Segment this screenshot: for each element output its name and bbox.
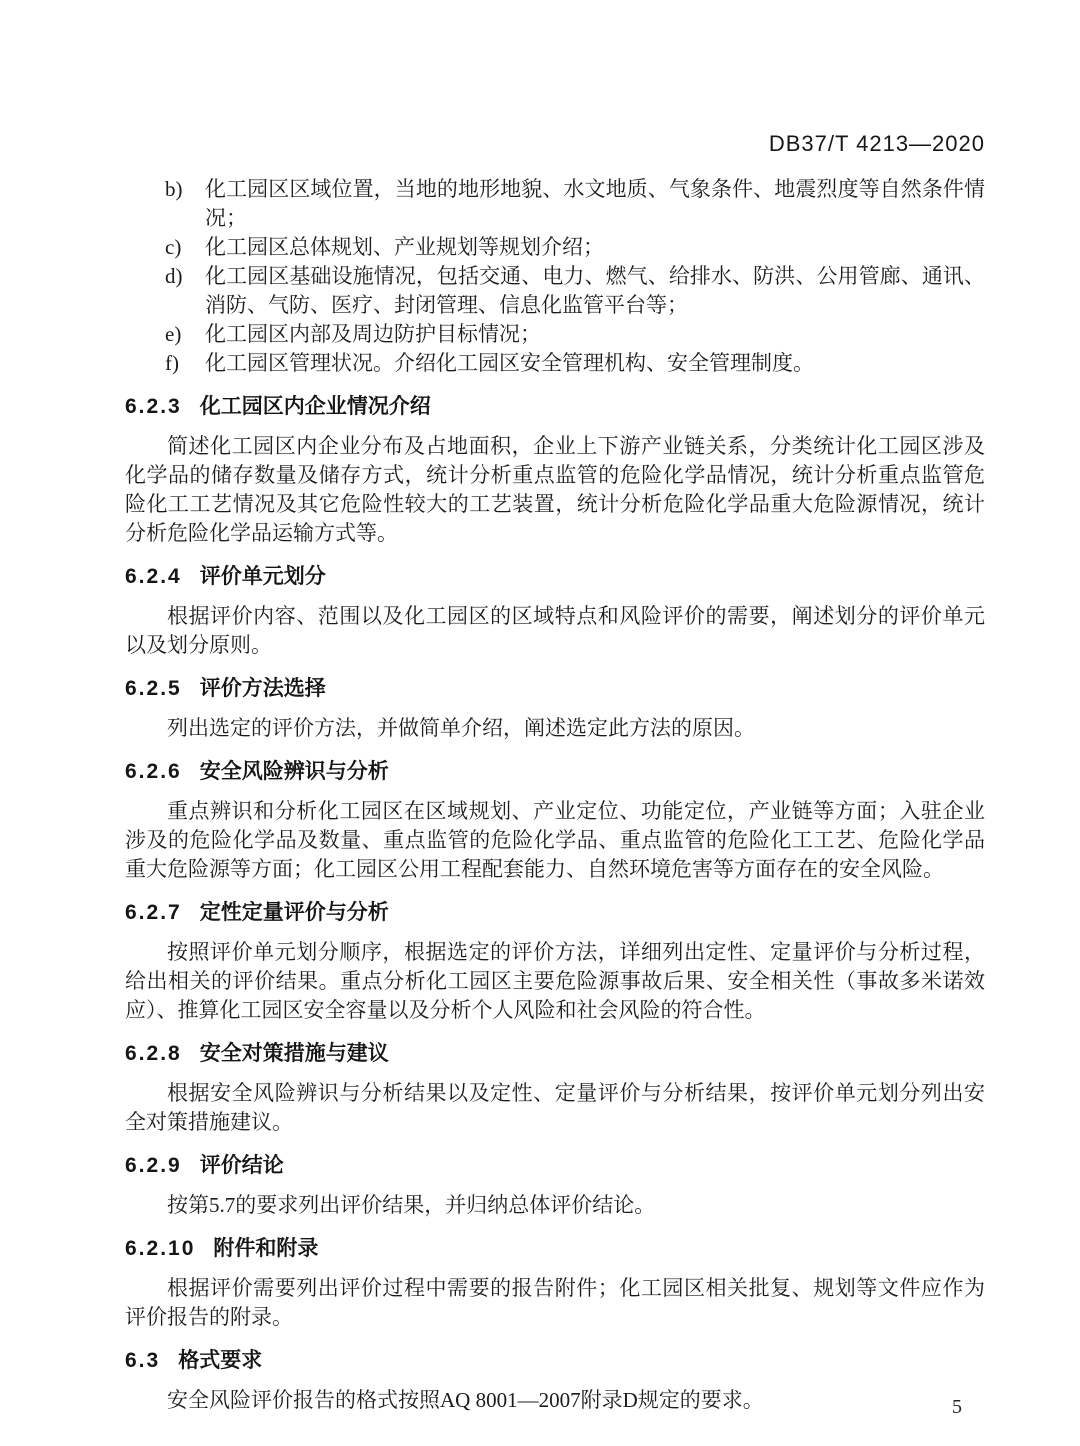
section-heading — [125, 394, 985, 420]
section-paragraph: 安全风险评价报告的格式按照AQ 8001—2007附录D规定的要求。 — [167, 1388, 764, 1412]
list-item-text: 化工园区基础设施情况，包括交通、电力、燃气、给排水、防洪、公用管廊、通讯、消防、气防、医疗、封闭管理、信息化监管平台等； — [205, 264, 985, 317]
list-item-marker: e) — [165, 322, 182, 346]
section-heading — [125, 1153, 985, 1179]
section-6-2-7 — [125, 900, 985, 1025]
section-title: 定性定量评价与分析 — [199, 901, 389, 924]
section-title: 评价单元划分 — [199, 565, 326, 588]
section-title: 附件和附录 — [213, 1237, 319, 1260]
section-number: 6.2.7 — [125, 901, 182, 924]
section-heading — [125, 1041, 985, 1067]
document-content — [125, 131, 985, 1415]
section-6-2-10 — [125, 1236, 985, 1332]
section-title: 安全对策措施与建议 — [199, 1042, 389, 1065]
section-paragraph: 根据安全风险辨识与分析结果以及定性、定量评价与分析结果，按评价单元划分列出安全对策措施建议。 — [125, 1081, 985, 1134]
section-6-3 — [125, 1348, 985, 1415]
section-6-2-6 — [125, 759, 985, 884]
list-item — [125, 320, 985, 349]
section-title: 评价结论 — [199, 1154, 284, 1177]
section-heading — [125, 900, 985, 926]
section-paragraph: 重点辨识和分析化工园区在区域规划、产业定位、功能定位，产业链等方面；入驻企业涉及的危险化学品及数量、重点监管的危险化学品、重点监管的危险化工工艺、危险化学品重大危险源等方面；化工园区公用工程配套能力、自然环境危害等方面存在的安全风险。 — [125, 799, 985, 881]
page-number: 5 — [952, 1396, 962, 1418]
section-number: 6.2.10 — [125, 1237, 196, 1260]
list-item-text: 化工园区内部及周边防护目标情况； — [205, 322, 541, 346]
standard-code: DB37/T 4213—2020 — [768, 131, 985, 156]
section-heading — [125, 759, 985, 785]
list-item-text: 化工园区区域位置，当地的地形地貌、水文地质、气象条件、地震烈度等自然条件情况； — [205, 177, 985, 230]
section-paragraph: 按照评价单元划分顺序，根据选定的评价方法，详细列出定性、定量评价与分析过程，给出相关的评价结果。重点分析化工园区主要危险源事故后果、安全相关性（事故多米诺效应）、推算化工园区安全容量以及分析个人风险和社会风险的符合性。 — [125, 940, 985, 1022]
section-title: 化工园区内企业情况介绍 — [199, 395, 431, 418]
section-paragraph: 按第5.7的要求列出评价结果，并归纳总体评价结论。 — [167, 1193, 656, 1217]
list-item — [125, 262, 985, 320]
clause-list — [125, 175, 985, 378]
list-item-text: 化工园区管理状况。介绍化工园区安全管理机构、安全管理制度。 — [205, 351, 814, 375]
section-6-2-9 — [125, 1153, 985, 1220]
section-6-2-4 — [125, 564, 985, 660]
section-paragraph: 根据评价需要列出评价过程中需要的报告附件；化工园区相关批复、规划等文件应作为评价报告的附录。 — [125, 1276, 985, 1329]
section-number: 6.2.5 — [125, 677, 182, 700]
section-number: 6.3 — [125, 1349, 161, 1372]
section-6-2-5 — [125, 676, 985, 743]
section-number: 6.2.6 — [125, 760, 182, 783]
section-heading — [125, 564, 985, 590]
section-heading — [125, 1348, 985, 1374]
section-6-2-3 — [125, 394, 985, 548]
section-title: 安全风险辨识与分析 — [199, 760, 389, 783]
section-number: 6.2.8 — [125, 1042, 182, 1065]
section-paragraph: 列出选定的评价方法，并做简单介绍，阐述选定此方法的原因。 — [167, 716, 755, 740]
list-item-marker: f) — [165, 351, 179, 375]
list-item-marker: b) — [165, 177, 183, 201]
section-heading — [125, 676, 985, 702]
list-item-marker: d) — [165, 264, 183, 288]
section-number: 6.2.4 — [125, 565, 182, 588]
list-item-marker: c) — [165, 235, 182, 259]
section-number: 6.2.9 — [125, 1154, 182, 1177]
section-number: 6.2.3 — [125, 395, 182, 418]
list-item-text: 化工园区总体规划、产业规划等规划介绍； — [205, 235, 604, 259]
section-title: 格式要求 — [178, 1349, 263, 1372]
list-item — [125, 233, 985, 262]
section-heading — [125, 1236, 985, 1262]
section-6-2-8 — [125, 1041, 985, 1137]
section-title: 评价方法选择 — [199, 677, 326, 700]
list-item — [125, 349, 985, 378]
section-paragraph: 根据评价内容、范围以及化工园区的区域特点和风险评价的需要，阐述划分的评价单元以及划分原则。 — [125, 604, 985, 657]
running-header — [125, 131, 985, 157]
list-item — [125, 175, 985, 233]
section-paragraph: 简述化工园区内企业分布及占地面积，企业上下游产业链关系，分类统计化工园区涉及化学品的储存数量及储存方式，统计分析重点监管的危险化学品情况，统计分析重点监管危险化工工艺情况及其它危险性较大的工艺装置，统计分析危险化学品重大危险源情况，统计分析危险化学品运输方式等。 — [125, 434, 985, 545]
